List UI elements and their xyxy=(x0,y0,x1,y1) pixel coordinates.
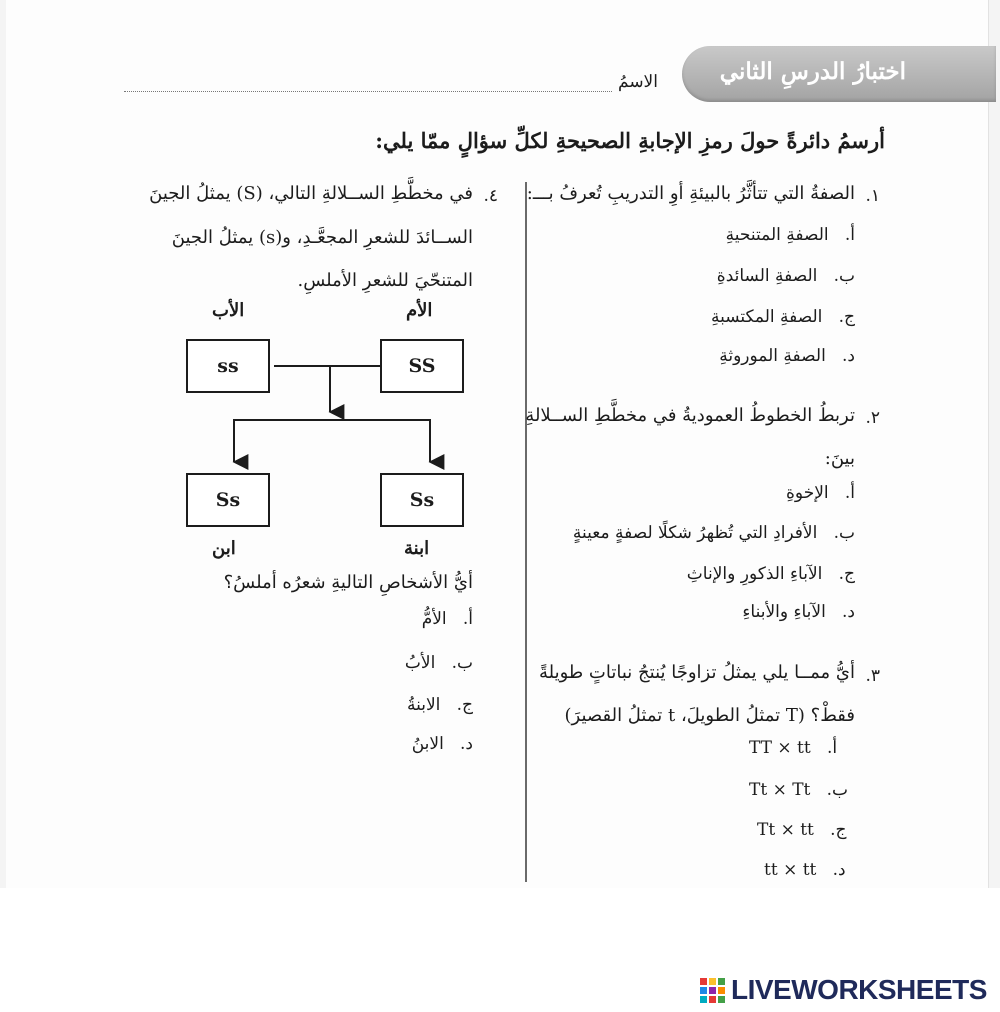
q2-option-c-letter: ج. xyxy=(838,564,855,584)
q3-option-b-text: Tt × Tt xyxy=(749,780,811,800)
q1-option-c-letter: ج. xyxy=(838,307,855,327)
q2-option-c[interactable] xyxy=(687,564,855,584)
q4-option-b-letter: ب. xyxy=(451,653,473,673)
column-divider xyxy=(525,182,527,882)
q4-option-b-text: الأبُ xyxy=(404,653,436,673)
q3-option-a[interactable] xyxy=(749,738,837,758)
father-genotype-box: ss xyxy=(186,339,270,393)
mother-label: الأم xyxy=(406,300,433,321)
q3-option-a-text: TT × tt xyxy=(749,738,811,758)
father-label: الأب xyxy=(212,300,245,321)
q1-option-b[interactable] xyxy=(717,266,855,286)
logo-square xyxy=(709,987,716,994)
lesson-test-title: اختبارُ الدرسِ الثاني xyxy=(719,58,906,85)
logo-square xyxy=(718,996,725,1003)
q3-option-b[interactable] xyxy=(749,780,848,800)
q3-option-d-letter: د. xyxy=(832,860,846,880)
q4-option-d-text: الابنُ xyxy=(411,734,444,754)
q1-option-b-text: الصفةِ السائدةِ xyxy=(716,266,818,286)
name-input-line[interactable] xyxy=(124,91,612,92)
logo-square xyxy=(709,978,716,985)
q1-option-b-letter: ب. xyxy=(833,266,855,286)
name-label: الاسمُ xyxy=(618,72,658,92)
question-4-subquestion: أيُّ الأشخاصِ التاليةِ شعرُه أملسُ؟ xyxy=(223,572,473,593)
logo-square xyxy=(700,996,707,1003)
q1-option-d[interactable] xyxy=(719,346,855,366)
question-2-number: ٢. xyxy=(865,408,880,428)
worksheet-page xyxy=(6,0,989,888)
q2-option-b-text: الأفرادِ التي تُظهرُ شكلًا لصفةٍ معينةٍ xyxy=(572,523,818,543)
q4-option-c-text: الابنةُ xyxy=(406,695,441,715)
q1-option-c[interactable] xyxy=(711,307,855,327)
q1-option-d-text: الصفةِ الموروثةِ xyxy=(719,346,826,366)
q2-option-c-text: الآباءِ الذكورِ والإناثِ xyxy=(686,564,823,584)
logo-square xyxy=(718,987,725,994)
logo-square xyxy=(718,978,725,985)
q1-option-a-letter: أ. xyxy=(844,225,855,245)
q1-option-d-letter: د. xyxy=(842,346,855,366)
question-2-text-line2: بينَ: xyxy=(824,448,855,469)
q4-option-c[interactable] xyxy=(407,695,473,715)
q3-option-c-letter: ج. xyxy=(830,820,847,840)
q2-option-a[interactable] xyxy=(786,483,855,503)
question-3-number: ٣. xyxy=(865,666,880,686)
q1-option-c-text: الصفةِ المكتسبةِ xyxy=(710,307,823,327)
instruction-text: أرسمُ دائرةً حولَ رمزِ الإجابةِ الصحيحةِ لكلِّ سؤالٍ ممّا يلي: xyxy=(375,128,885,153)
q4-option-d-letter: د. xyxy=(460,734,473,754)
q3-option-c[interactable] xyxy=(757,820,847,840)
q3-option-b-letter: ب. xyxy=(826,780,849,800)
daughter-label: ابنة xyxy=(404,538,430,559)
q3-option-d-text: tt × tt xyxy=(764,860,817,880)
question-3-text-line2: فقطْ؟ (T تمثلُ الطويلَ، t تمثلُ القصيرَ) xyxy=(564,705,855,726)
q4-option-c-letter: ج. xyxy=(456,695,473,715)
question-2-text-line1: تربطُ الخطوطُ العموديةُ في مخطَّطِ الســلالةِ xyxy=(525,405,855,426)
q1-option-a[interactable] xyxy=(726,225,855,245)
question-4-number: ٤. xyxy=(483,186,498,206)
q2-option-a-letter: أ. xyxy=(844,483,855,503)
logo-square xyxy=(700,987,707,994)
lesson-test-tab xyxy=(682,46,996,102)
q3-option-a-letter: أ. xyxy=(826,738,838,758)
liveworksheets-logo-icon xyxy=(700,978,725,1003)
q3-option-d[interactable] xyxy=(764,860,846,880)
q2-option-d[interactable] xyxy=(742,602,855,622)
question-4-text-line3: المتنحّيَ للشعرِ الأملسِ. xyxy=(297,270,473,291)
q1-option-a-text: الصفةِ المتنحيةِ xyxy=(725,225,829,245)
son-genotype-box: Ss xyxy=(186,473,270,527)
q2-option-d-text: الآباءِ والأبناءِ xyxy=(742,602,826,622)
q3-option-c-text: Tt × tt xyxy=(757,820,814,840)
q4-option-a-text: الأمُّ xyxy=(421,609,447,629)
q2-option-a-text: الإخوةِ xyxy=(786,483,829,503)
question-4-text-line1: في مخطَّطِ الســلالةِ التالي، (S) يمثلُ الجينَ xyxy=(149,183,473,204)
mother-genotype-box: SS xyxy=(380,339,464,393)
q2-option-d-letter: د. xyxy=(842,602,855,622)
q2-option-b[interactable] xyxy=(573,523,855,543)
question-3-text-line1: أيُّ ممــا يلي يمثلُ تزاوجًا يُنتجُ نباتاتٍ طويلةً xyxy=(538,662,855,683)
liveworksheets-brand[interactable] xyxy=(700,972,987,1008)
son-label: ابن xyxy=(212,538,236,559)
q2-option-b-letter: ب. xyxy=(833,523,855,543)
q4-option-a[interactable] xyxy=(422,609,473,629)
q4-option-d[interactable] xyxy=(412,734,473,754)
question-1-number: ١. xyxy=(865,186,880,206)
logo-square xyxy=(709,996,716,1003)
liveworksheets-brand-text: LIVEWORKSHEETS xyxy=(731,974,987,1005)
question-4-text-line2: الســائدَ للشعرِ المجعَّـدِ، و(s) يمثلُ الجينَ xyxy=(171,227,473,248)
q4-option-b[interactable] xyxy=(405,653,473,673)
logo-square xyxy=(700,978,707,985)
question-1-text: الصفةُ التي تتأثَّرُ بالبيئةِ أوِ التدريبِ تُعرفُ بـــ: xyxy=(526,183,855,204)
daughter-genotype-box: Ss xyxy=(380,473,464,527)
q4-option-a-letter: أ. xyxy=(462,609,473,629)
